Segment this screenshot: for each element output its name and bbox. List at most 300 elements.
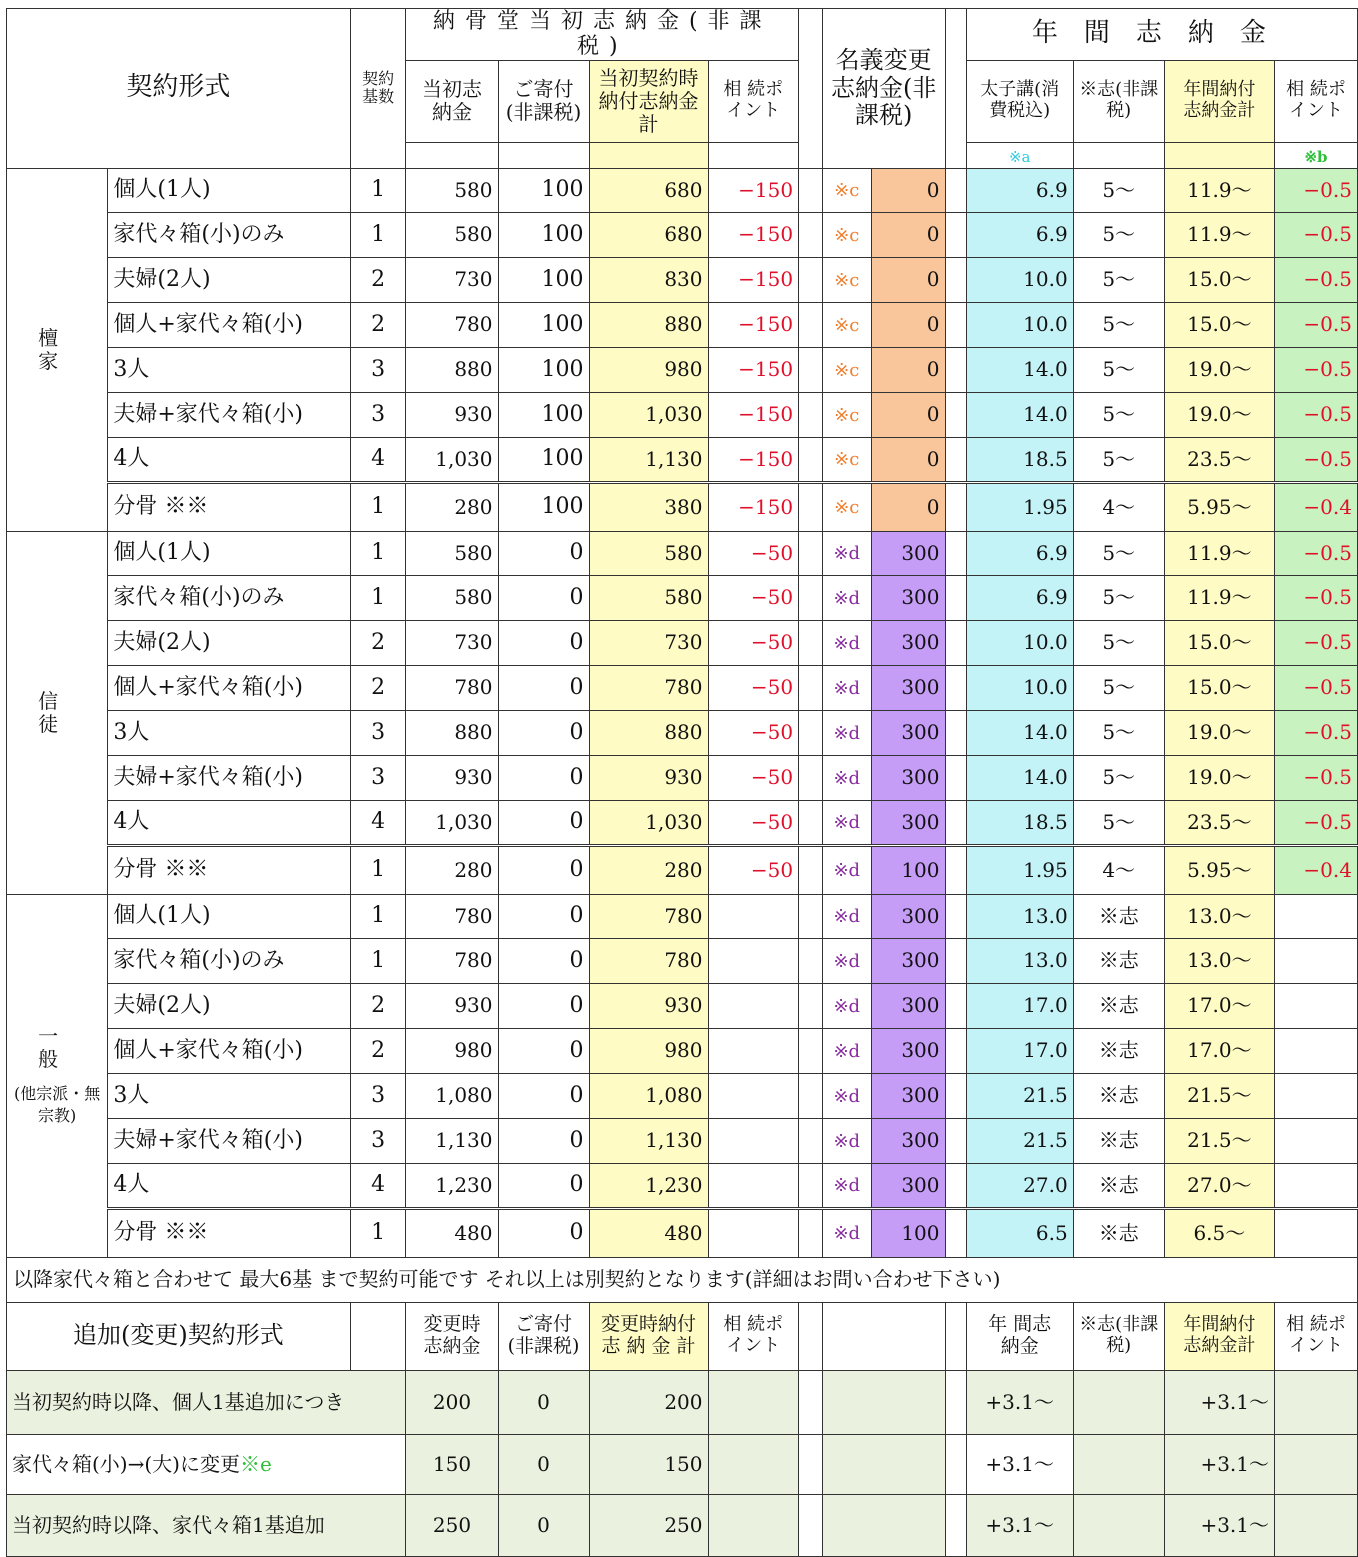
row-initial-fee: 780	[406, 938, 498, 983]
name-change-mark-text: ※c	[834, 449, 860, 471]
row-initial-fee: 1,080	[406, 1073, 498, 1118]
add-header-kokorozashi-text: ※志(非課税)	[1079, 1314, 1159, 1357]
row-initial-total: 880	[589, 710, 708, 755]
table-row	[7, 531, 1358, 575]
name-change-mark	[822, 894, 871, 938]
name-change-mark-text: ※d	[833, 632, 861, 654]
row-inherit-point: −150	[708, 302, 799, 347]
add-row-blank	[822, 1370, 945, 1434]
row-inherit-point	[708, 938, 799, 983]
add-header-point-text: 相 続ポイント	[723, 1314, 784, 1357]
name-change-fee: 300	[871, 665, 945, 710]
add-row-annual-point	[1275, 1370, 1358, 1434]
row-taishiko: 13.0	[966, 938, 1073, 983]
row-count: 2	[350, 1028, 406, 1073]
row-count: 4	[350, 800, 406, 845]
gap-cell	[799, 620, 823, 665]
row-donation: 0	[498, 575, 589, 620]
row-annual-point: −0.5	[1275, 347, 1358, 392]
row-kokorozashi: 4〜	[1073, 482, 1164, 531]
row-kokorozashi: 5〜	[1073, 168, 1164, 212]
row-count: 1	[350, 212, 406, 257]
add-header-total	[589, 1302, 708, 1370]
name-change-fee: 300	[871, 531, 945, 575]
add-header-annual-text: 年 間志納金	[988, 1313, 1052, 1358]
add-row-donation: 0	[498, 1494, 589, 1556]
name-change-fee: 0	[871, 257, 945, 302]
gap-cell	[945, 1434, 966, 1494]
name-change-mark	[822, 1073, 871, 1118]
name-change-fee: 300	[871, 1028, 945, 1073]
row-annual-point: −0.5	[1275, 212, 1358, 257]
row-initial-total: 680	[589, 168, 708, 212]
add-header-annual	[966, 1302, 1073, 1370]
row-initial-fee: 1,230	[406, 1163, 498, 1208]
row-annual-point: −0.5	[1275, 575, 1358, 620]
row-annual-total: 5.95〜	[1164, 482, 1274, 531]
row-count: 3	[350, 710, 406, 755]
row-initial-total: 1,080	[589, 1073, 708, 1118]
gap-cell	[799, 1494, 823, 1556]
gap-cell	[799, 1118, 823, 1163]
row-initial-total: 1,130	[589, 1118, 708, 1163]
name-change-fee: 0	[871, 212, 945, 257]
row-label: 3人	[108, 1073, 350, 1118]
row-initial-total: 830	[589, 257, 708, 302]
gap-cell	[945, 531, 966, 575]
header-initial-fee	[406, 60, 498, 142]
row-donation: 0	[498, 620, 589, 665]
add-header-fee-text: 変更時志納金	[423, 1313, 481, 1358]
row-donation: 0	[498, 531, 589, 575]
add-row-label-text: 家代々箱(小)→(大)に変更	[12, 1451, 240, 1476]
row-taishiko: 6.9	[966, 531, 1073, 575]
name-change-fee: 0	[871, 437, 945, 482]
row-inherit-point: −150	[708, 168, 799, 212]
row-taishiko: 17.0	[966, 1028, 1073, 1073]
row-label: 分骨 ※※	[108, 1208, 350, 1257]
row-kokorozashi: 5〜	[1073, 755, 1164, 800]
gap-cell	[945, 392, 966, 437]
add-header-annual-total-text: 年間納付志納金計	[1183, 1314, 1256, 1357]
row-initial-total: 1,030	[589, 392, 708, 437]
row-label: 4人	[108, 1163, 350, 1208]
add-row-label	[7, 1434, 406, 1494]
row-taishiko: 6.9	[966, 212, 1073, 257]
name-change-fee: 0	[871, 302, 945, 347]
header-blank	[406, 142, 498, 168]
row-annual-point: −0.4	[1275, 482, 1358, 531]
row-initial-fee: 780	[406, 302, 498, 347]
add-row-label	[7, 1370, 406, 1434]
gap-cell	[799, 1370, 823, 1434]
row-annual-total: 21.5〜	[1164, 1118, 1274, 1163]
row-donation: 100	[498, 347, 589, 392]
note-a-label	[966, 142, 1073, 168]
row-count: 1	[350, 938, 406, 983]
row-count: 1	[350, 1208, 406, 1257]
row-kokorozashi: ※志	[1073, 983, 1164, 1028]
table-row	[7, 257, 1358, 302]
name-change-mark	[822, 710, 871, 755]
row-inherit-point: −150	[708, 212, 799, 257]
row-annual-total: 19.0〜	[1164, 755, 1274, 800]
header-initial-total-text: 当初契約時納付志納金計	[598, 65, 699, 136]
gap-cell	[799, 1434, 823, 1494]
row-annual-total: 17.0〜	[1164, 1028, 1274, 1073]
row-donation: 0	[498, 1163, 589, 1208]
row-kokorozashi: ※志	[1073, 938, 1164, 983]
row-label: 4人	[108, 437, 350, 482]
name-change-mark	[822, 1208, 871, 1257]
add-header-annual-total	[1164, 1302, 1274, 1370]
header-donation	[498, 60, 589, 142]
row-annual-point: −0.5	[1275, 392, 1358, 437]
note-b-label	[1275, 142, 1358, 168]
gap-cell	[799, 212, 823, 257]
gap-cell	[945, 1208, 966, 1257]
name-change-fee: 0	[871, 347, 945, 392]
row-inherit-point: −150	[708, 437, 799, 482]
gap-cell	[799, 1208, 823, 1257]
table-row	[7, 212, 1358, 257]
row-kokorozashi: ※志	[1073, 894, 1164, 938]
name-change-fee: 300	[871, 894, 945, 938]
gap-cell	[945, 347, 966, 392]
gap-cell	[945, 575, 966, 620]
gap-cell	[945, 1163, 966, 1208]
name-change-fee: 300	[871, 938, 945, 983]
table-row	[7, 1118, 1358, 1163]
add-header-total-text: 変更時納付志 納 金 計	[600, 1313, 696, 1358]
name-change-mark-text: ※d	[833, 543, 861, 565]
row-initial-total: 680	[589, 212, 708, 257]
table-row	[7, 894, 1358, 938]
gap-cell	[945, 800, 966, 845]
gap-cell	[799, 1163, 823, 1208]
group-name: 信 徒	[38, 688, 77, 736]
row-count: 1	[350, 575, 406, 620]
gap-cell	[799, 755, 823, 800]
name-change-mark	[822, 800, 871, 845]
row-donation: 0	[498, 1028, 589, 1073]
row-inherit-point: −50	[708, 710, 799, 755]
gap-cell	[799, 168, 823, 212]
table-row	[7, 437, 1358, 482]
row-donation: 100	[498, 257, 589, 302]
table-row	[7, 168, 1358, 212]
row-kokorozashi: 5〜	[1073, 437, 1164, 482]
row-annual-point: −0.5	[1275, 710, 1358, 755]
header-taishiko	[966, 60, 1073, 142]
row-count: 3	[350, 392, 406, 437]
row-inherit-point: −50	[708, 800, 799, 845]
table-row	[7, 392, 1358, 437]
row-kokorozashi: 5〜	[1073, 710, 1164, 755]
add-row-annual-point	[1275, 1434, 1358, 1494]
add-row-point	[708, 1370, 799, 1434]
row-annual-point: −0.5	[1275, 665, 1358, 710]
header-blank	[1073, 142, 1164, 168]
row-donation: 0	[498, 1118, 589, 1163]
row-label: 3人	[108, 710, 350, 755]
add-row-blank	[822, 1494, 945, 1556]
name-change-mark	[822, 983, 871, 1028]
add-header-donation-text: ご寄付(非課税)	[507, 1313, 580, 1358]
row-annual-total: 19.0〜	[1164, 392, 1274, 437]
header-annual-group: 年間志納金	[966, 9, 1357, 61]
table-row	[7, 347, 1358, 392]
row-annual-point	[1275, 1073, 1358, 1118]
add-row-label-text: 当初契約時以降、個人1基追加につき	[12, 1389, 345, 1414]
row-initial-fee: 1,030	[406, 437, 498, 482]
row-donation: 0	[498, 845, 589, 894]
header-blank	[589, 142, 708, 168]
row-label: 夫婦+家代々箱(小)	[108, 392, 350, 437]
header-contract-count: 契約基数	[350, 9, 406, 169]
row-count: 1	[350, 531, 406, 575]
row-count: 2	[350, 302, 406, 347]
name-change-mark	[822, 1028, 871, 1073]
row-kokorozashi: 5〜	[1073, 392, 1164, 437]
add-header-annual-point	[1275, 1302, 1358, 1370]
row-kokorozashi: 5〜	[1073, 531, 1164, 575]
row-annual-point	[1275, 1208, 1358, 1257]
row-donation: 100	[498, 392, 589, 437]
gap-cell	[945, 755, 966, 800]
row-initial-total: 280	[589, 845, 708, 894]
name-change-mark	[822, 168, 871, 212]
add-table-row	[7, 1370, 1358, 1434]
row-initial-total: 780	[589, 938, 708, 983]
row-annual-point: −0.5	[1275, 437, 1358, 482]
name-change-mark-text: ※c	[834, 314, 860, 336]
gap-cell	[799, 302, 823, 347]
row-count: 3	[350, 1118, 406, 1163]
row-initial-fee: 280	[406, 482, 498, 531]
add-row-label-text: 当初契約時以降、家代々箱1基追加	[12, 1512, 325, 1537]
name-change-mark-text: ※d	[833, 812, 861, 834]
add-row-point	[708, 1434, 799, 1494]
gap-cell	[799, 894, 823, 938]
gap-cell	[945, 302, 966, 347]
add-row-donation: 0	[498, 1370, 589, 1434]
table-row	[7, 1163, 1358, 1208]
gap-cell	[945, 983, 966, 1028]
row-initial-fee: 780	[406, 894, 498, 938]
row-taishiko: 14.0	[966, 755, 1073, 800]
row-count: 2	[350, 665, 406, 710]
row-label: 夫婦(2人)	[108, 983, 350, 1028]
gap-cell	[799, 257, 823, 302]
add-row-annual: +3.1〜	[966, 1494, 1073, 1556]
row-donation: 0	[498, 665, 589, 710]
row-annual-total: 15.0〜	[1164, 620, 1274, 665]
header-annual-point-text: 相 続ポイント	[1286, 79, 1346, 122]
row-initial-total: 930	[589, 755, 708, 800]
gap-cell	[799, 710, 823, 755]
row-donation: 100	[498, 212, 589, 257]
row-count: 3	[350, 755, 406, 800]
row-initial-fee: 880	[406, 710, 498, 755]
row-inherit-point	[708, 894, 799, 938]
row-initial-fee: 930	[406, 755, 498, 800]
gap-cell	[945, 845, 966, 894]
gap-cell	[799, 392, 823, 437]
name-change-mark	[822, 845, 871, 894]
row-annual-total: 13.0〜	[1164, 894, 1274, 938]
name-change-mark-text: ※c	[834, 224, 860, 246]
row-taishiko: 10.0	[966, 665, 1073, 710]
row-kokorozashi: ※志	[1073, 1028, 1164, 1073]
row-label: 夫婦+家代々箱(小)	[108, 755, 350, 800]
row-taishiko: 27.0	[966, 1163, 1073, 1208]
row-inherit-point: −50	[708, 575, 799, 620]
gap-cell	[799, 531, 823, 575]
add-row-donation: 0	[498, 1434, 589, 1494]
group-name: 檀 家	[38, 325, 77, 373]
row-taishiko: 6.9	[966, 575, 1073, 620]
row-taishiko: 21.5	[966, 1073, 1073, 1118]
row-label: 4人	[108, 800, 350, 845]
header-initial-total	[589, 60, 708, 142]
row-annual-total: 15.0〜	[1164, 665, 1274, 710]
row-inherit-point: −150	[708, 392, 799, 437]
row-annual-point	[1275, 983, 1358, 1028]
row-inherit-point: −150	[708, 482, 799, 531]
group-name: 一 般	[38, 1024, 77, 1071]
row-inherit-point: −50	[708, 845, 799, 894]
row-inherit-point	[708, 1208, 799, 1257]
gap-cell	[945, 168, 966, 212]
row-kokorozashi: 5〜	[1073, 302, 1164, 347]
fee-table	[6, 8, 1358, 1557]
add-row-annual-total: +3.1〜	[1164, 1434, 1274, 1494]
row-count: 4	[350, 1163, 406, 1208]
row-donation: 0	[498, 710, 589, 755]
gap-cell	[945, 212, 966, 257]
row-inherit-point	[708, 1073, 799, 1118]
add-row-note-mark: ※e	[239, 1451, 272, 1476]
row-taishiko: 21.5	[966, 1118, 1073, 1163]
row-donation: 100	[498, 302, 589, 347]
gap-cell	[945, 710, 966, 755]
add-row-total: 250	[589, 1494, 708, 1556]
row-taishiko: 1.95	[966, 845, 1073, 894]
row-label: 夫婦(2人)	[108, 620, 350, 665]
name-change-mark-text: ※d	[833, 950, 861, 972]
add-row-kokorozashi	[1073, 1494, 1164, 1556]
name-change-mark-text: ※c	[834, 497, 860, 519]
gap-cell	[945, 894, 966, 938]
row-donation: 100	[498, 168, 589, 212]
add-header-kokorozashi	[1073, 1302, 1164, 1370]
add-header-fee	[406, 1302, 498, 1370]
row-initial-fee: 580	[406, 212, 498, 257]
name-change-fee: 0	[871, 392, 945, 437]
name-change-mark-text: ※d	[833, 677, 861, 699]
row-label: 個人+家代々箱(小)	[108, 302, 350, 347]
name-change-fee: 300	[871, 575, 945, 620]
fee-table-body	[7, 168, 1358, 1257]
group-name-cell	[7, 894, 108, 1257]
name-change-fee: 100	[871, 845, 945, 894]
name-change-fee: 100	[871, 1208, 945, 1257]
row-initial-total: 1,230	[589, 1163, 708, 1208]
row-annual-total: 19.0〜	[1164, 347, 1274, 392]
row-annual-point: −0.5	[1275, 755, 1358, 800]
name-change-mark-text: ※d	[833, 1085, 861, 1107]
row-count: 1	[350, 894, 406, 938]
add-row-blank	[822, 1434, 945, 1494]
name-change-mark-text: ※d	[833, 1130, 861, 1152]
add-header-donation	[498, 1302, 589, 1370]
table-row	[7, 302, 1358, 347]
name-change-mark-text: ※c	[834, 180, 860, 202]
row-donation: 100	[498, 482, 589, 531]
header-initial-fee-text: 当初志納金	[421, 77, 482, 125]
add-header-form: 追加(変更)契約形式	[7, 1302, 351, 1370]
row-annual-point: −0.5	[1275, 257, 1358, 302]
add-row-point	[708, 1494, 799, 1556]
table-row	[7, 482, 1358, 531]
row-donation: 0	[498, 1073, 589, 1118]
row-label: 夫婦+家代々箱(小)	[108, 1118, 350, 1163]
row-initial-fee: 930	[406, 983, 498, 1028]
row-initial-fee: 1,030	[406, 800, 498, 845]
add-row-fee: 150	[406, 1434, 498, 1494]
row-kokorozashi: 5〜	[1073, 257, 1164, 302]
name-change-fee: 0	[871, 482, 945, 531]
row-donation: 0	[498, 800, 589, 845]
row-kokorozashi: 5〜	[1073, 665, 1164, 710]
row-inherit-point: −50	[708, 755, 799, 800]
row-initial-fee: 780	[406, 665, 498, 710]
add-header-point	[708, 1302, 799, 1370]
gap-cell	[799, 437, 823, 482]
row-label: 個人+家代々箱(小)	[108, 665, 350, 710]
table-row	[7, 755, 1358, 800]
row-initial-fee: 280	[406, 845, 498, 894]
header-blank	[1164, 142, 1274, 168]
row-kokorozashi: 5〜	[1073, 575, 1164, 620]
name-change-mark-text: ※c	[834, 404, 860, 426]
table-row	[7, 1028, 1358, 1073]
row-inherit-point: −50	[708, 620, 799, 665]
name-change-mark	[822, 938, 871, 983]
row-kokorozashi: 5〜	[1073, 620, 1164, 665]
name-change-fee: 300	[871, 620, 945, 665]
name-change-mark-text: ※c	[834, 359, 860, 381]
row-label: 家代々箱(小)のみ	[108, 938, 350, 983]
row-taishiko: 17.0	[966, 983, 1073, 1028]
row-annual-point	[1275, 1118, 1358, 1163]
row-annual-total: 23.5〜	[1164, 800, 1274, 845]
gap-cell	[799, 9, 823, 169]
row-annual-total: 11.9〜	[1164, 168, 1274, 212]
header-kokorozashi	[1073, 60, 1164, 142]
name-change-fee: 300	[871, 1118, 945, 1163]
gap-cell	[945, 437, 966, 482]
name-change-fee: 300	[871, 1073, 945, 1118]
row-label: 3人	[108, 347, 350, 392]
row-taishiko: 10.0	[966, 257, 1073, 302]
table-row	[7, 1073, 1358, 1118]
row-taishiko: 13.0	[966, 894, 1073, 938]
row-annual-total: 11.9〜	[1164, 531, 1274, 575]
header-name-change-text: 名義変更志納金(非課税)	[830, 45, 937, 130]
name-change-mark-text: ※d	[833, 722, 861, 744]
